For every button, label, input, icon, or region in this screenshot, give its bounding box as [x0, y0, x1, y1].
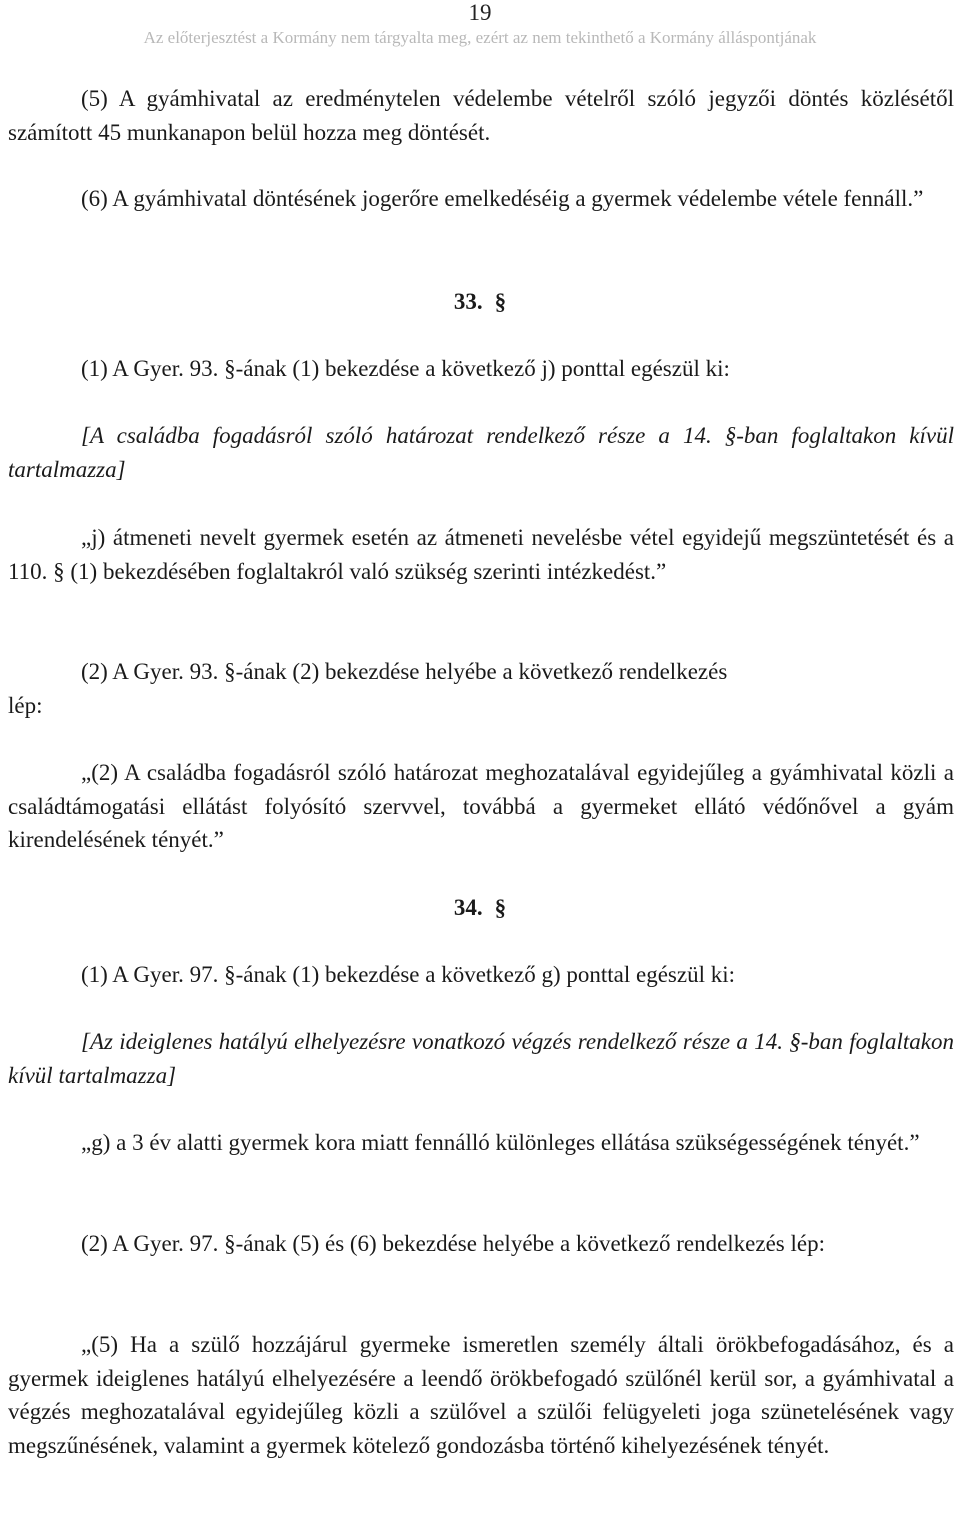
header-notice: Az előterjesztést a Kormány nem tárgyalta meg, ezért az nem tekinthető a Kormány álláspontjának	[143, 28, 817, 47]
section-heading-34	[0, 891, 960, 924]
section-number: 34.	[453, 895, 483, 920]
bracketed-context-97: [Az ideiglenes hatályú elhelyezésre vonatkozó végzés rendelkező része a 14. §-ban foglaltakon kívül tartalmazza]	[8, 1029, 954, 1088]
amendment-intro-93-1: (1) A Gyer. 93. §-ának (1) bekezdése a következő j) ponttal egészül ki:	[81, 356, 730, 381]
paragraph-5: (5) A gyámhivatal az eredménytelen védelembe vételről szóló jegyzői döntés közlésétől számított 45 munkanapon belül hozza meg döntését.	[8, 86, 954, 145]
amendment-intro-97-5-6: (2) A Gyer. 97. §-ának (5) és (6) bekezdése helyébe a következő rendelkezés lép:	[81, 1231, 825, 1256]
new-point-j: „j) átmeneti nevelt gyermek esetén az átmeneti nevelésbe vétel egyidejű megszüntetését és a 110. § (1) bekezdésében foglaltakról való szükség szerinti intézkedést.”	[8, 525, 954, 584]
section-symbol: §	[494, 895, 507, 920]
amendment-intro-93-2-tail: lép:	[8, 693, 43, 718]
paragraph-6: (6) A gyámhivatal döntésének jogerőre emelkedéséig a gyermek védelembe vétele fennáll.”	[81, 186, 924, 211]
new-paragraph-2: „(2) A családba fogadásról szóló határozat meghozatalával egyidejűleg a gyámhivatal közli a családtámogatási ellátást folyósító szervvel, továbbá a gyermeket ellátó védőnővel a gyám kirendelésének tényét.”	[8, 760, 954, 852]
page-number: 19	[468, 0, 492, 25]
section-heading-33	[0, 285, 960, 318]
section-number: 33.	[453, 289, 483, 314]
bracketed-context-93: [A családba fogadásról szóló határozat rendelkező része a 14. §-ban foglaltakon kívül tartalmazza]	[8, 423, 954, 482]
amendment-intro-93-2: (2) A Gyer. 93. §-ának (2) bekezdése helyébe a következő rendelkezés	[81, 659, 728, 684]
section-symbol: §	[494, 289, 507, 314]
new-paragraph-5: „(5) Ha a szülő hozzájárul gyermeke ismeretlen személy általi örökbefogadásához, és a gyermek ideiglenes hatályú elhelyezésére a leendő örökbefogadó szülőnél kerül sor, a gyámhivatal a végzés meghozatalával egyidejűleg közli a szülővel a szülői felügyeleti joga szünetelésének vagy megszűnésének, valamint a gyermek kötelező gondozásba történő kihelyezésének tényét.	[8, 1332, 954, 1458]
amendment-intro-97-1: (1) A Gyer. 97. §-ának (1) bekezdése a következő g) ponttal egészül ki:	[81, 962, 735, 987]
new-point-g: „g) a 3 év alatti gyermek kora miatt fennálló különleges ellátása szükségességének tényét.”	[81, 1130, 920, 1155]
